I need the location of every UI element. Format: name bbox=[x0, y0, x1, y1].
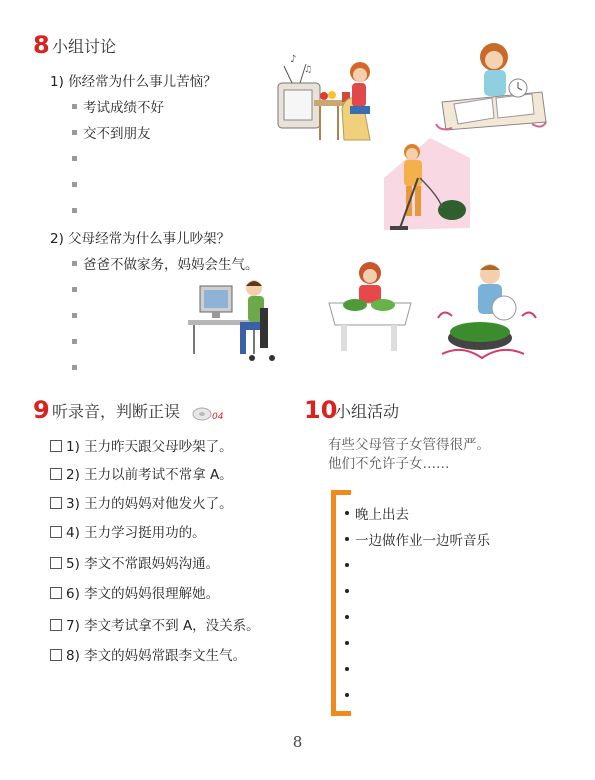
bullet-icon bbox=[345, 615, 349, 619]
true-false-item[interactable] bbox=[50, 439, 233, 455]
answer-line bbox=[72, 178, 83, 194]
bullet-icon bbox=[72, 313, 77, 318]
bullet-icon bbox=[72, 339, 77, 344]
true-false-item[interactable] bbox=[50, 496, 233, 512]
bullet-icon bbox=[72, 130, 77, 135]
true-false-item[interactable] bbox=[50, 467, 233, 483]
bullet-icon bbox=[72, 104, 77, 109]
bullet-icon bbox=[72, 365, 77, 370]
checkbox[interactable] bbox=[50, 557, 62, 569]
item-text: 7) 李文考试拿不到 A，没关系。 bbox=[66, 618, 260, 634]
activity-item bbox=[345, 611, 355, 627]
answer-line bbox=[72, 361, 83, 377]
bullet-icon bbox=[72, 182, 77, 187]
section-8-title: 小组讨论 bbox=[52, 37, 117, 56]
bullet-icon bbox=[72, 156, 77, 161]
answer-line bbox=[72, 126, 151, 142]
man-cooking-illustration bbox=[432, 258, 542, 368]
audio-track-icon[interactable] bbox=[192, 402, 228, 422]
checkbox[interactable] bbox=[50, 649, 62, 661]
true-false-item[interactable] bbox=[50, 618, 260, 634]
bullet-icon bbox=[345, 511, 349, 515]
true-false-item[interactable] bbox=[50, 586, 219, 602]
item-text: 4) 王力学习挺用功的。 bbox=[66, 525, 206, 541]
section-9-title: 听录音，判断正误 bbox=[52, 402, 181, 421]
true-false-item[interactable] bbox=[50, 648, 246, 664]
answer-line bbox=[72, 204, 83, 220]
section-10-title: 小组活动 bbox=[335, 402, 400, 421]
svg-text:♪: ♪ bbox=[290, 54, 297, 65]
answer-line bbox=[72, 100, 164, 116]
activity-item bbox=[345, 559, 355, 575]
question-1: 1) 你经常为什么事儿苦恼？ bbox=[50, 74, 217, 90]
bullet-icon bbox=[345, 667, 349, 671]
page-number: 8 bbox=[292, 733, 303, 751]
girl-washing-illustration bbox=[325, 255, 415, 355]
activity-item bbox=[345, 585, 355, 601]
activity-item-text: 一边做作业一边听音乐 bbox=[355, 533, 490, 549]
section-9-number: 9 bbox=[33, 396, 50, 424]
item-text: 8) 李文的妈妈常跟李文生气。 bbox=[66, 648, 247, 664]
true-false-item[interactable] bbox=[50, 525, 206, 541]
track-number: 04 bbox=[212, 412, 224, 422]
studying-girl-illustration bbox=[432, 32, 550, 132]
question-2: 2) 父母经常为什么事儿吵架？ bbox=[50, 231, 231, 247]
bullet-icon bbox=[345, 641, 349, 645]
checkbox[interactable] bbox=[50, 497, 62, 509]
answer-line bbox=[72, 335, 83, 351]
item-text: 2) 王力以前考试不常拿 A。 bbox=[66, 467, 233, 483]
answer-line bbox=[72, 152, 83, 168]
item-text: 3) 王力的妈妈对他发火了。 bbox=[66, 496, 233, 512]
vacuuming-person-illustration bbox=[370, 138, 480, 238]
item-text: 5) 李文不常跟妈妈沟通。 bbox=[66, 556, 220, 572]
activity-item bbox=[345, 637, 355, 653]
checkbox[interactable] bbox=[50, 526, 62, 538]
activity-intro-line-2: 他们不允许子女…… bbox=[328, 456, 450, 472]
orange-bracket bbox=[331, 490, 351, 716]
true-false-item[interactable] bbox=[50, 556, 219, 572]
item-text: 1) 王力昨天跟父母吵架了。 bbox=[66, 439, 233, 455]
bullet-icon bbox=[345, 589, 349, 593]
activity-item-text: 晚上出去 bbox=[355, 507, 409, 523]
bullet-icon bbox=[345, 537, 349, 541]
boy-computer-illustration bbox=[182, 268, 292, 368]
answer-text: 交不到朋友 bbox=[83, 126, 151, 142]
worried-girl-tv-illustration bbox=[272, 48, 382, 148]
bullet-icon bbox=[72, 208, 77, 213]
activity-item bbox=[345, 663, 355, 679]
checkbox[interactable] bbox=[50, 468, 62, 480]
answer-line bbox=[72, 283, 83, 299]
section-8-number: 8 bbox=[33, 31, 50, 59]
activity-item bbox=[345, 507, 409, 523]
activity-item bbox=[345, 689, 355, 705]
bullet-icon bbox=[345, 563, 349, 567]
bullet-icon bbox=[345, 693, 349, 697]
checkbox[interactable] bbox=[50, 619, 62, 631]
section-10-number: 10 bbox=[304, 396, 338, 424]
answer-text: 爸爸不做家务，妈妈会生气。 bbox=[83, 257, 259, 273]
bullet-icon bbox=[72, 287, 77, 292]
svg-text:♫: ♫ bbox=[304, 65, 313, 75]
activity-item bbox=[345, 533, 490, 549]
checkbox[interactable] bbox=[50, 587, 62, 599]
bullet-icon bbox=[72, 261, 77, 266]
checkbox[interactable] bbox=[50, 440, 62, 452]
answer-text: 考试成绩不好 bbox=[83, 100, 164, 116]
activity-intro-line-1: 有些父母管子女管得很严。 bbox=[328, 437, 490, 453]
answer-line bbox=[72, 309, 83, 325]
item-text: 6) 李文的妈妈很理解她。 bbox=[66, 586, 220, 602]
